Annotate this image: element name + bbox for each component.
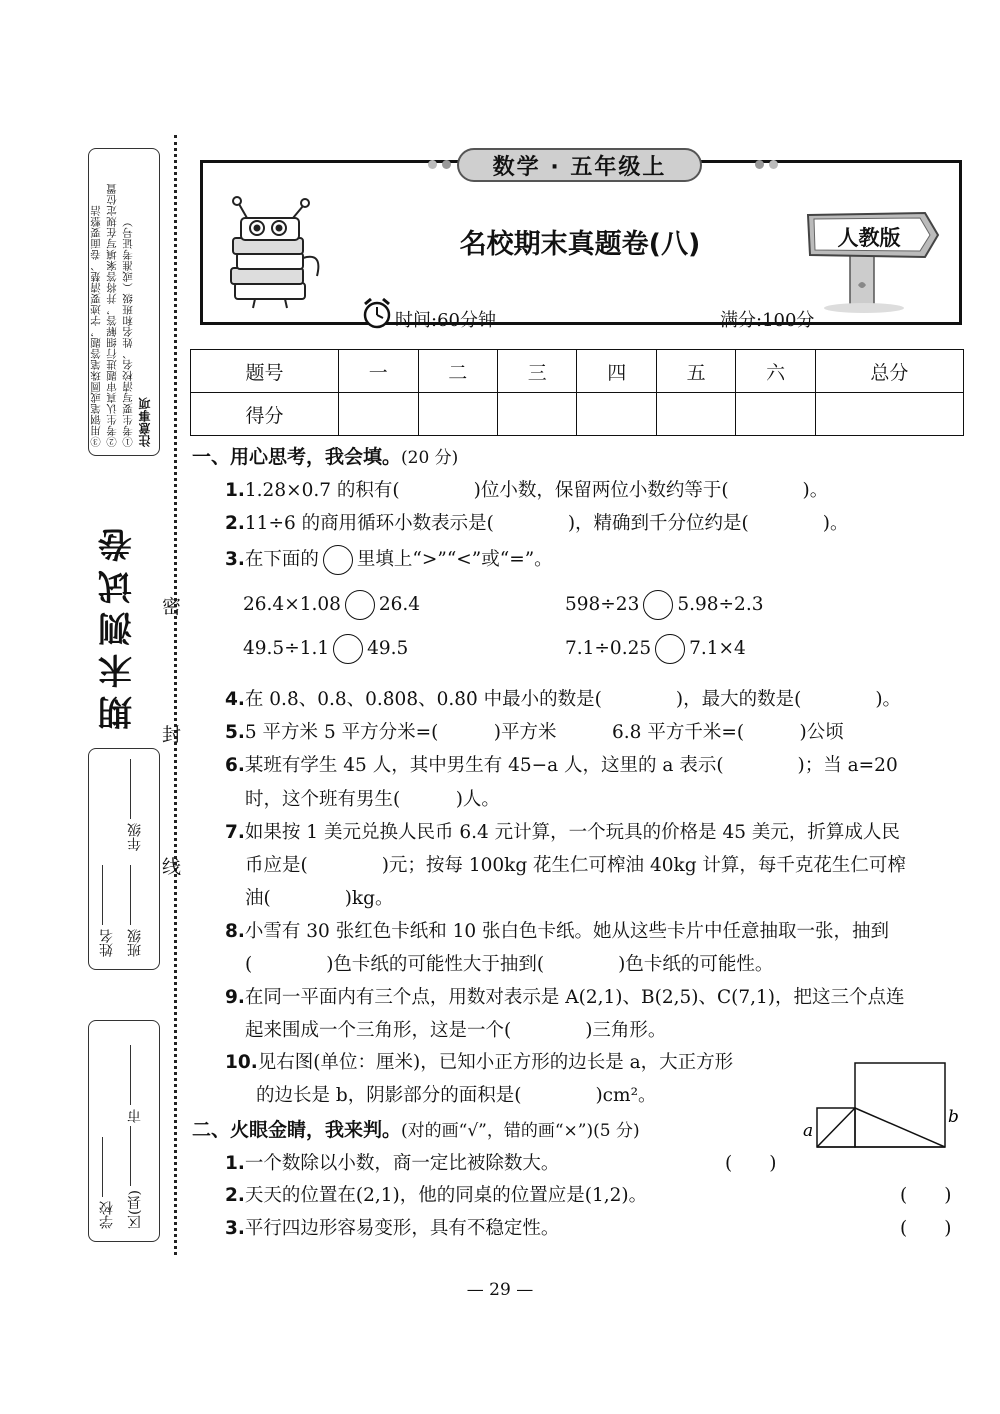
question-6-cont: 时，这个班有男生( )人。 — [245, 789, 500, 810]
label-a: a — [803, 1121, 814, 1141]
question-9-cont: 起来围成一个三角形，这是一个( )三角形。 — [245, 1020, 667, 1041]
table-cell: 总分 — [815, 350, 963, 393]
decor-dot — [442, 160, 451, 169]
student-info-box — [88, 748, 160, 970]
score-cell[interactable] — [339, 393, 418, 436]
score-cell[interactable] — [736, 393, 815, 436]
decor-dot — [428, 160, 437, 169]
compare-item: 7.1÷0.25 7.1×4 — [565, 634, 746, 664]
section-2-heading: 二、火眼金睛，我来判。(对的画“√”，错的画“×”)(5 分) — [192, 1119, 640, 1141]
answer-circle[interactable] — [333, 634, 363, 664]
decor-dot — [769, 160, 778, 169]
question-8-cont: ( )色卡纸的可能性大于抽到( )色卡纸的可能性。 — [245, 954, 774, 975]
exam-type-title: 期末测试卷 — [98, 520, 139, 731]
question-8: 8.小雪有 30 张红色卡纸和 10 张白色卡纸。她从这些卡片中任意抽取一张，抽到 — [225, 921, 890, 942]
table-cell: 得分 — [191, 393, 339, 436]
compare-item: 49.5÷1.1 49.5 — [243, 634, 408, 664]
squares-figure — [800, 1060, 970, 1150]
subject-banner: 数学 · 五年级上 — [457, 148, 702, 182]
table-cell: 三 — [498, 350, 577, 393]
answer-circle[interactable] — [643, 590, 673, 620]
compare-item: 598÷23 5.98÷2.3 — [565, 590, 763, 620]
judge-answer-box[interactable]: ( ) — [725, 1153, 777, 1174]
seal-char-feng: 封 — [162, 724, 182, 746]
books-mascot-icon — [215, 188, 335, 313]
question-5: 5.5 平方米 5 平方分米=( )平方米 6.8 平方千米=( )公顷 — [225, 722, 844, 743]
compare-circle-icon — [323, 545, 353, 575]
question-7-cont: 油( )kg。 — [245, 888, 394, 909]
notice-item: ③用钢笔或圆珠笔答题，字迹要清楚、卷面要整洁 — [90, 205, 102, 447]
table-cell: 二 — [418, 350, 497, 393]
question-4: 4.在 0.8̇、0.8、0.8̇08̇、0.8̇0̇ 中最小的数是( )，最大的数是( )。 — [225, 689, 902, 710]
name-field[interactable]: 姓名 — [97, 861, 117, 957]
judge-answer-box[interactable]: ( ) — [900, 1218, 952, 1239]
page-number: — 29 — — [466, 1280, 534, 1300]
seal-dotted-line — [174, 135, 177, 1255]
table-cell: 四 — [577, 350, 656, 393]
edition-label: 人教版 — [837, 226, 901, 250]
score-cell[interactable] — [577, 393, 656, 436]
paper-title: 名校期末真题卷(八) — [459, 229, 701, 260]
score-table-header-row — [191, 350, 964, 393]
judge-question-2: 2.天天的位置在(2,1)，他的同桌的位置应是(1,2)。 — [225, 1185, 648, 1206]
question-1: 1.1.28×0.7 的积有( )位小数，保留两位小数约等于( )。 — [225, 480, 829, 501]
notice-box — [88, 148, 160, 456]
table-cell: 一 — [339, 350, 418, 393]
table-cell: 五 — [656, 350, 735, 393]
answer-circle[interactable] — [345, 590, 375, 620]
school-field[interactable]: 学校 — [97, 1133, 117, 1229]
notice-title: 注意事项 — [138, 397, 152, 447]
section-1-heading: 一、用心思考，我会填。(20 分) — [192, 446, 459, 468]
school-info-box — [88, 1020, 160, 1242]
seal-char-xian: 线 — [162, 856, 182, 878]
score-cell[interactable] — [656, 393, 735, 436]
class-field[interactable]: 班级 — [125, 861, 145, 957]
answer-circle[interactable] — [655, 634, 685, 664]
grade-field[interactable]: 年级 — [125, 755, 145, 851]
compare-item: 26.4×1.08 26.4 — [243, 590, 420, 620]
full-score: 满分:100分 — [720, 310, 815, 331]
table-cell: 六 — [736, 350, 815, 393]
question-7: 7.如果按 1 美元兑换人民币 6.4 元计算，一个玩具的价格是 45 美元，折算成人民 — [225, 822, 900, 843]
judge-answer-box[interactable]: ( ) — [900, 1185, 952, 1206]
score-cell[interactable] — [498, 393, 577, 436]
time-limit: 时间:60分钟 — [395, 310, 496, 331]
question-9: 9.在同一平面内有三个点，用数对表示是 A(2,1)、B(2,5)、C(7,1)，把这三个点连 — [225, 987, 905, 1008]
question-3: 3.在下面的 里填上“>”“<”或“=”。 — [225, 545, 553, 575]
table-cell: 题号 — [191, 350, 339, 393]
score-cell[interactable] — [815, 393, 963, 436]
seal-char-mi: 密 — [162, 596, 182, 618]
question-6: 6.某班有学生 45 人，其中男生有 45−a 人，这里的 a 表示( )；当 a=20 — [225, 755, 898, 776]
alarm-clock-icon — [361, 296, 393, 330]
notice-item: ①考生要写清校名、姓名和班级（或准考证号） — [122, 216, 134, 447]
score-cell[interactable] — [418, 393, 497, 436]
notice-item: ②考生认真审题进行细解答，并将答案填写在规定位置 — [106, 183, 118, 447]
score-table — [190, 349, 964, 436]
question-10-cont: 的边长是 b，阴影部分的面积是( )cm²。 — [256, 1085, 657, 1106]
question-10: 10.见右图(单位：厘米)，已知小正方形的边长是 a，大正方形 — [225, 1052, 734, 1073]
label-b: b — [948, 1107, 959, 1127]
score-table-score-row — [191, 393, 964, 436]
question-2: 2.11÷6 的商用循环小数表示是( )，精确到千分位约是( )。 — [225, 513, 849, 534]
district-field[interactable]: 区(县) — [125, 1122, 145, 1229]
judge-question-3: 3.平行四边形容易变形，具有不稳定性。 — [225, 1218, 560, 1239]
city-field[interactable]: 市 — [125, 1041, 145, 1123]
question-7-cont: 币应是( )元；按每 100kg 花生仁可榨油 40kg 计算，每千克花生仁可榨 — [245, 855, 906, 876]
decor-dot — [755, 160, 764, 169]
judge-question-1: 1.一个数除以小数，商一定比被除数大。 — [225, 1153, 560, 1174]
